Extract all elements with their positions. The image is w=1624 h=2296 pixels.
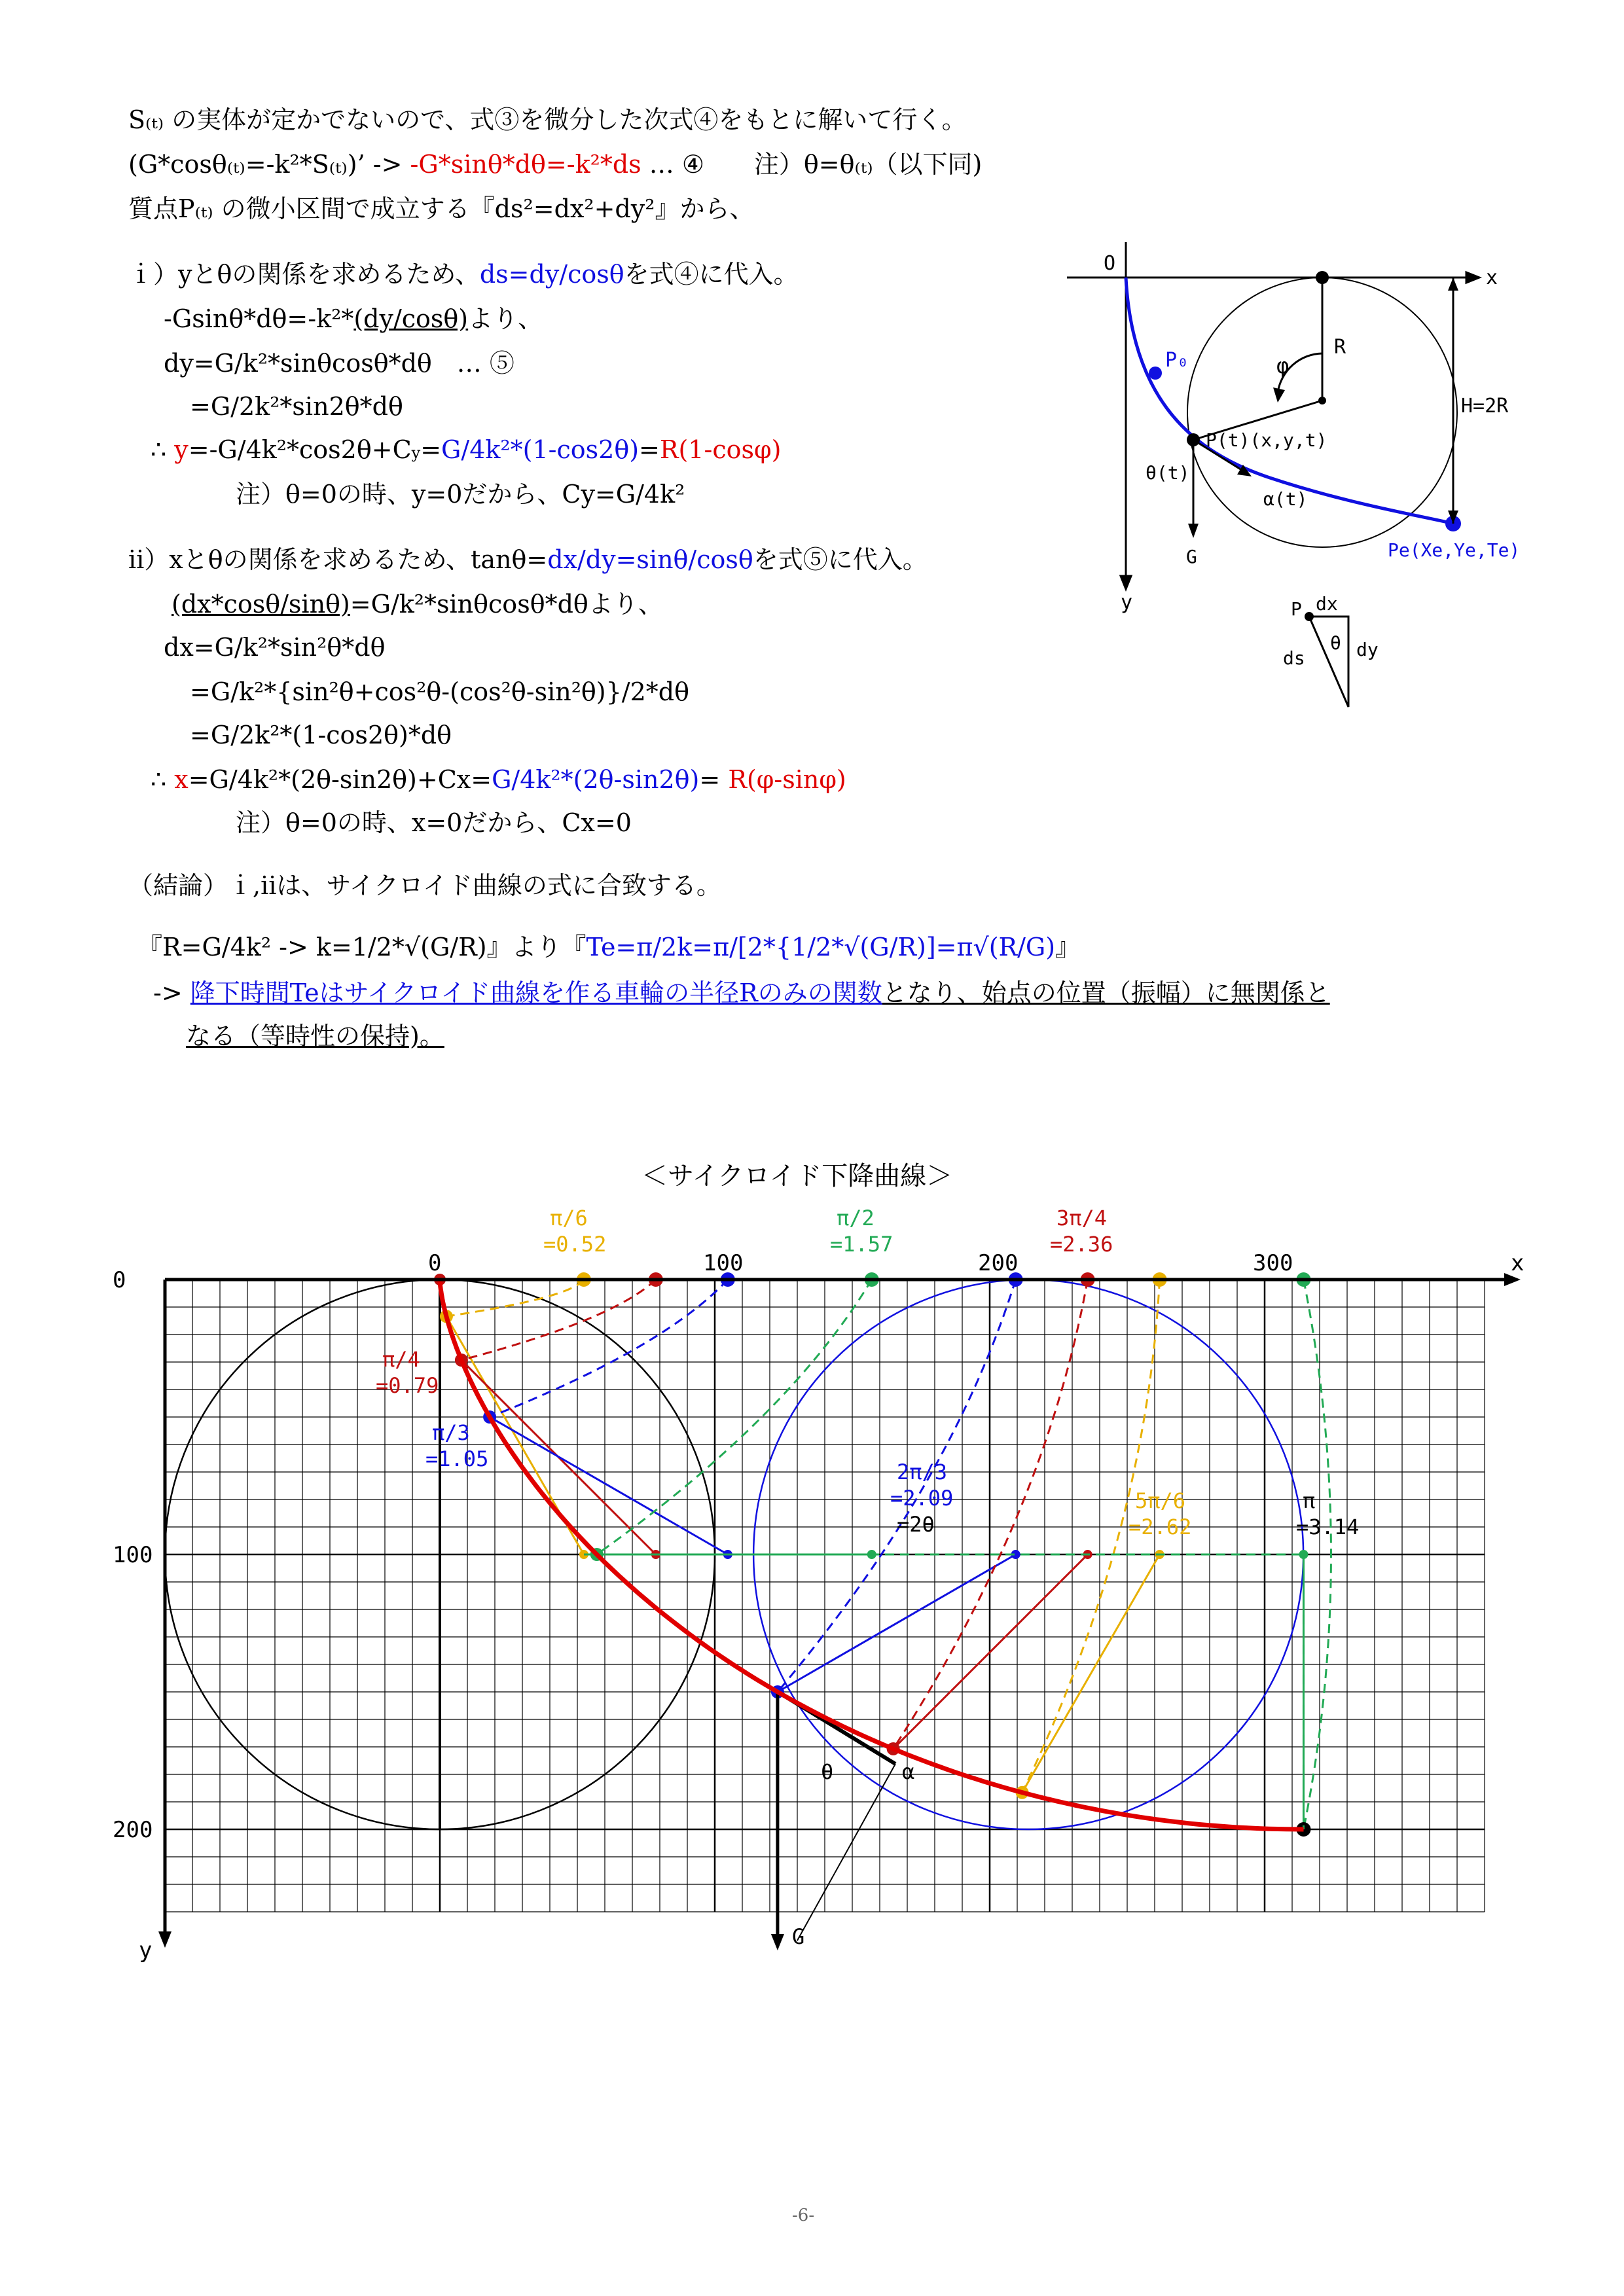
annotation-label: π/4 [382,1347,420,1372]
small-x-label: x [1486,266,1498,289]
line-13: =G/k²*{sin²θ+cos²θ-(cos²θ-sin²θ)}/2*dθ [190,677,689,706]
annotation-label: 5π/6 [1135,1488,1186,1513]
small-theta-label: θ(t) [1146,462,1190,484]
line-18-blue: Te=π/2k=π/[2*{1/2*√(G/R)]=π√(R/G) [586,933,1056,961]
svg-text:ds: ds [1283,647,1305,669]
annotation-sub: =2θ [897,1512,935,1537]
line-4-c: を式④に代入。 [624,260,799,289]
line-19-c: となり、始点の位置（振幅）に無関係と [882,978,1330,1007]
x-tick-label: 0 [428,1250,442,1276]
line-8-e: = [420,435,442,464]
annotation-label: π/6 [550,1206,588,1230]
radius-line [1022,1554,1160,1793]
annotation-label: θ [821,1759,834,1784]
annotation-label: G [792,1924,805,1949]
radius-line [490,1417,728,1554]
line-10 [128,545,928,575]
chart-labels [113,1206,1524,1964]
chart-grid [165,1280,1485,1912]
radius-line [778,1554,1016,1692]
svg-text:dy: dy [1356,639,1379,660]
line-3: 質点P₍ₜ₎ の微小区間で成立する『ds²=dx²+dy²』から、 [128,194,755,223]
small-pe-label: Pe(Xe,Ye,Te) [1388,539,1521,561]
line-18-c: 』 [1055,933,1081,961]
x-tick-label: 200 [978,1250,1019,1276]
y-axis-label: y [139,1937,153,1964]
small-y-label: y [1121,591,1133,614]
small-p0-point [1149,367,1162,380]
chart-title: ＜サイクロイド下降曲線＞ [641,1161,953,1191]
line-2 [128,149,982,179]
line-8-red: R(1-cosφ) [659,435,782,464]
small-p0-label: P₀ [1165,349,1189,372]
small-cycloid [1126,278,1453,524]
line-15 [151,764,846,795]
line-19-blue: 降下時間Teはサイクロイド曲線を作る車輪の半径Rのみの関数 [190,978,882,1007]
line-10-c: を式⑤に代入。 [753,545,928,574]
annotation-value: =1.05 [425,1446,489,1471]
line-11 [171,589,663,619]
line-20: なる（等時性の保持)。 [186,1022,444,1050]
small-triangle [1283,593,1379,707]
annotation-value: =2.09 [890,1486,954,1511]
line-2-a: (G*cosθ₍ₜ₎=-k²*S₍ₜ₎)’ -> [128,150,410,179]
small-phi-label: φ [1276,353,1290,378]
line-11-b: =G/k²*sinθcosθ*dθより、 [350,590,663,619]
line-7: =G/2k²*sin2θ*dθ [190,392,403,421]
y-tick-label: 0 [113,1267,126,1293]
annotation-label: α [902,1759,915,1784]
annotation-label: π/2 [837,1206,875,1230]
annotation-value: =0.52 [543,1232,607,1257]
line-6: dy=G/k²*sinθcosθ*dθ … ⑤ [164,349,514,378]
small-g-label: G [1186,546,1197,567]
y-tick-label: 200 [113,1817,153,1843]
line-15-x: x [174,765,189,794]
line-4 [128,259,799,289]
small-h-label: H=2R [1461,395,1509,418]
y-tick-label: 100 [113,1542,153,1568]
line-15-e: = [699,765,729,794]
line-18 [137,932,1080,962]
small-diagram [1060,236,1532,733]
line-10-blue: dx/dy=sinθ/cosθ [547,545,753,574]
small-r-label: R [1334,336,1346,359]
x-axis-label: x [1511,1250,1525,1276]
x-tick-label: 300 [1253,1250,1293,1276]
svg-text:θ: θ [1330,632,1341,654]
line-1: S₍ₜ₎ の実体が定かでないので、式③を微分した次式④をもとに解いて行く。 [128,105,967,134]
x-tick-label: 100 [703,1250,744,1276]
annotation-value: =3.14 [1296,1515,1360,1539]
annotation-value: =1.57 [830,1232,893,1257]
line-4-a: ｉ）yとθの関係を求めるため、 [128,260,480,289]
line-9: 注）θ=0の時、y=0だから、Cy=G/4k² [236,480,685,509]
small-origin-label: O [1104,252,1116,275]
line-16: 注）θ=0の時、x=0だから、Cx=0 [236,808,632,837]
svg-text:dx: dx [1316,593,1338,615]
line-11-under: (dx*cosθ/sinθ) [171,590,350,619]
line-8 [151,435,781,468]
annotation-value: =0.79 [376,1373,439,1398]
annotation-value: =2.36 [1050,1232,1113,1257]
line-19 [153,978,1330,1008]
line-15-red: R(φ-sinφ) [728,765,846,794]
line-8-g: = [639,435,660,464]
line-2-c: … ④ 注）θ=θ₍ₜ₎（以下同) [641,150,983,179]
y-axis-arrow [158,1931,171,1948]
line-15-c: =G/4k²*(2θ-sin2θ)+Cx= [188,765,492,794]
line-18-a: 『R=G/4k² -> k=1/2*√(G/R)』より『 [137,933,586,961]
line-15-blue: G/4k²*(2θ-sin2θ) [492,765,700,794]
construction-arc [461,1280,656,1360]
line-12: dx=G/k²*sin²θ*dθ [164,633,386,662]
small-alpha-label: α(t) [1263,488,1308,510]
annotation-value: =2.62 [1128,1515,1192,1539]
line-8-a: ∴ [151,435,175,464]
line-19-a: -> [153,978,190,1007]
annotation-label: 3π/4 [1056,1206,1108,1230]
chart-construction [434,1272,1331,1950]
g-projection [797,1764,895,1941]
annotation-label: 2π/3 [897,1460,948,1484]
gravity-arrow [771,1934,784,1950]
line-5 [164,304,543,334]
cycloid-chart [0,1191,1624,2003]
line-8-y: y [174,435,189,464]
page-number: -6- [792,2206,815,2225]
line-8-c: =-G/4k²*cos2θ+C [188,435,412,464]
line-14: =G/2k²*(1-cos2θ)*dθ [190,721,452,749]
small-p-label: P(t)(x,y,t) [1206,429,1327,451]
line-2-red-eq: -G*sinθ*dθ=-k²*ds [410,150,641,179]
line-5-a: -Gsinθ*dθ=-k²* [164,304,354,333]
construction-arc [490,1280,728,1417]
line-10-a: ⅱ）xとθの関係を求めるため、tanθ= [128,545,548,574]
line-17: （結論）ｉ,ⅱは、サイクロイド曲線の式に合致する。 [128,871,721,900]
line-5-c: より、 [468,304,543,333]
svg-text:P: P [1291,598,1302,620]
line-5-under: (dy/cosθ) [353,304,469,333]
annotation-label: π [1303,1488,1316,1513]
line-8-sub: y [411,444,421,462]
annotation-label: π/3 [432,1420,470,1445]
chart-axes [158,1273,1521,1948]
line-4-blue: ds=dy/cosθ [479,260,624,289]
line-15-a: ∴ [151,765,175,794]
line-8-blue: G/4k²*(1-cos2θ) [441,435,640,464]
